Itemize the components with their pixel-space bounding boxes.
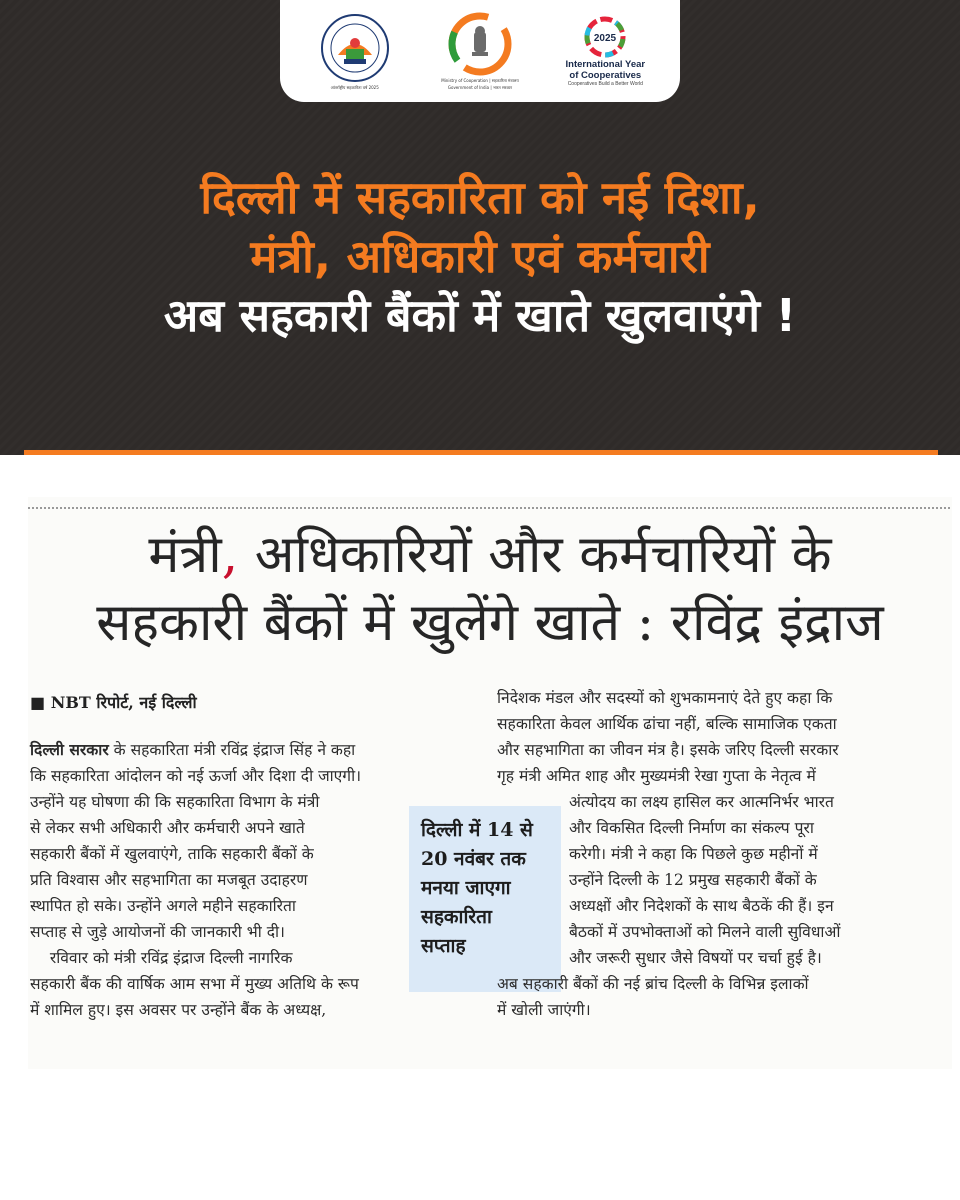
col2-line-7: करेगी। मंत्री ने कहा कि पिछले कुछ महीनों में — [569, 845, 818, 863]
title-word-minister: मंत्री — [148, 525, 222, 585]
title-comma: , — [221, 525, 239, 585]
col2-line-9: अध्यक्षों और निदेशकों के साथ बैठकें की हैं। इन — [569, 897, 834, 915]
col2-line-13: में खोली जाएंगी। — [497, 1001, 591, 1019]
box-line-1: दिल्ली में 14 से — [421, 819, 533, 841]
col1-line-2: कि सहकारिता आंदोलन को नई ऊर्जा और दिशा दी जाएगी। — [30, 767, 362, 785]
ministry-logo — [425, 12, 535, 90]
iyc-ring-icon — [583, 15, 627, 59]
col1-line-11: में शामिल हुए। इस अवसर पर उन्होंने बैंक के अध्यक्ष, — [30, 1001, 327, 1019]
clipping-title — [28, 521, 952, 657]
seal-caption: आंतर्राष्ट्रीय सहकारिता वर्ष 2025 — [330, 84, 379, 90]
col2-line-6: और विकसित दिल्ली निर्माण का संकल्प पूरा — [569, 819, 814, 837]
box-line-3: मनया जाएगा — [421, 877, 511, 899]
clipping-title-line-2: सहकारी बैंकों में खुलेंगे खाते : रविंद्र इंद्राज — [96, 593, 884, 653]
col1-line-6: प्रति विश्वास और सहभागिता का मजबूत उदाहरण — [30, 871, 308, 889]
byline: ■ NBT रिपोर्ट, नई दिल्ली — [30, 693, 197, 712]
ministry-caption-2: Government of India | भारत सरकार — [447, 85, 513, 90]
col1-line — [30, 737, 490, 763]
title-rest: अधिकारियों और कर्मचारियों के — [238, 525, 832, 585]
iyc-seal-logo — [300, 13, 410, 90]
seal-icon — [320, 13, 390, 83]
iyc-title-2: of Cooperatives — [569, 70, 642, 81]
col1-line-3: उन्होंने यह घोषणा की कि सहकारिता विभाग के मंत्री — [30, 793, 320, 811]
col2-line-4: गृह मंत्री अमित शाह और मुख्यमंत्री रेखा गुप्ता के नेतृत्व में — [497, 767, 816, 785]
newspaper-clipping — [28, 497, 952, 1069]
iyc-2025-logo — [550, 15, 660, 87]
emblem-icon — [448, 12, 512, 76]
col1-line-1: के सहकारिता मंत्री रविंद्र इंद्राज सिंह ने कहा — [108, 741, 356, 759]
col2-line-11: और जरूरी सुधार जैसे विषयों पर चर्चा हुई है। — [569, 949, 822, 967]
box-line-2: 20 नवंबर तक — [421, 848, 526, 870]
iyc-tagline: Cooperatives Build a Better World — [567, 81, 643, 87]
iyc-title-1: International Year — [565, 59, 646, 70]
headline-line-1: दिल्ली में सहकारिता को नई दिशा, — [200, 171, 760, 224]
orange-divider — [24, 450, 938, 455]
iyc-year: 2025 — [594, 33, 617, 44]
col2-line-3: और सहभागिता का जीवन मंत्र है। इसके जरिए दिल्ली सरकार — [497, 741, 839, 759]
box-line-4: सहकारिता — [421, 906, 492, 928]
col1-line-7: स्थापित हो सके। उन्होंने अगले महीने सहकारिता — [30, 897, 296, 915]
logo-bar — [280, 0, 680, 102]
col1-line-8: सप्ताह से जुड़े आयोजनों की जानकारी भी दी। — [30, 923, 285, 941]
col2-line-5: अंत्योदय का लक्ष्य हासिल कर आत्मनिर्भर भारत — [569, 793, 834, 811]
box-line-5: सप्ताह — [421, 935, 466, 957]
headline-line-2: मंत्री, अधिकारी एवं कर्मचारी — [250, 230, 710, 283]
col1-line-4: से लेकर सभी अधिकारी और कर्मचारी अपने खाते — [30, 819, 305, 837]
headline — [0, 168, 960, 345]
article-column-2 — [497, 685, 949, 1023]
col2-line-1: निदेशक मंडल और सदस्यों को शुभकामनाएं देते हुए कहा कि — [497, 689, 833, 707]
headline-line-3: अब सहकारी बैंकों में खाते खुलवाएंगे ! — [163, 289, 797, 342]
dotted-rule — [28, 507, 952, 509]
col1-line-5: सहकारी बैंकों में खुलवाएंगे, ताकि सहकारी बैंकों के — [30, 845, 314, 863]
col2-line-10: बैठकों में उपभोक्ताओं को मिलने वाली सुविधाओं — [569, 923, 841, 941]
col1-line-10: सहकारी बैंक की वार्षिक आम सभा में मुख्य अतिथि के रूप — [30, 975, 359, 993]
ministry-caption-1: Ministry of Cooperation | सहकारिता मंत्रालय — [441, 78, 519, 83]
clipping-title-line-1 — [28, 521, 952, 589]
col2-line-2: सहकारिता केवल आर्थिक ढांचा नहीं, बल्कि सामाजिक एकता — [497, 715, 837, 733]
col1-lead: दिल्ली सरकार — [30, 740, 109, 759]
col2-line-8: उन्होंने दिल्ली के 12 प्रमुख सहकारी बैंकों के — [569, 871, 817, 889]
col1-line-9: रविवार को मंत्री रविंद्र इंद्राज दिल्ली नागरिक — [30, 949, 293, 967]
header-panel — [0, 0, 960, 455]
col2-line-12: अब सहकारी बैंकों की नई ब्रांच दिल्ली के विभिन्न इलाकों — [497, 975, 809, 993]
